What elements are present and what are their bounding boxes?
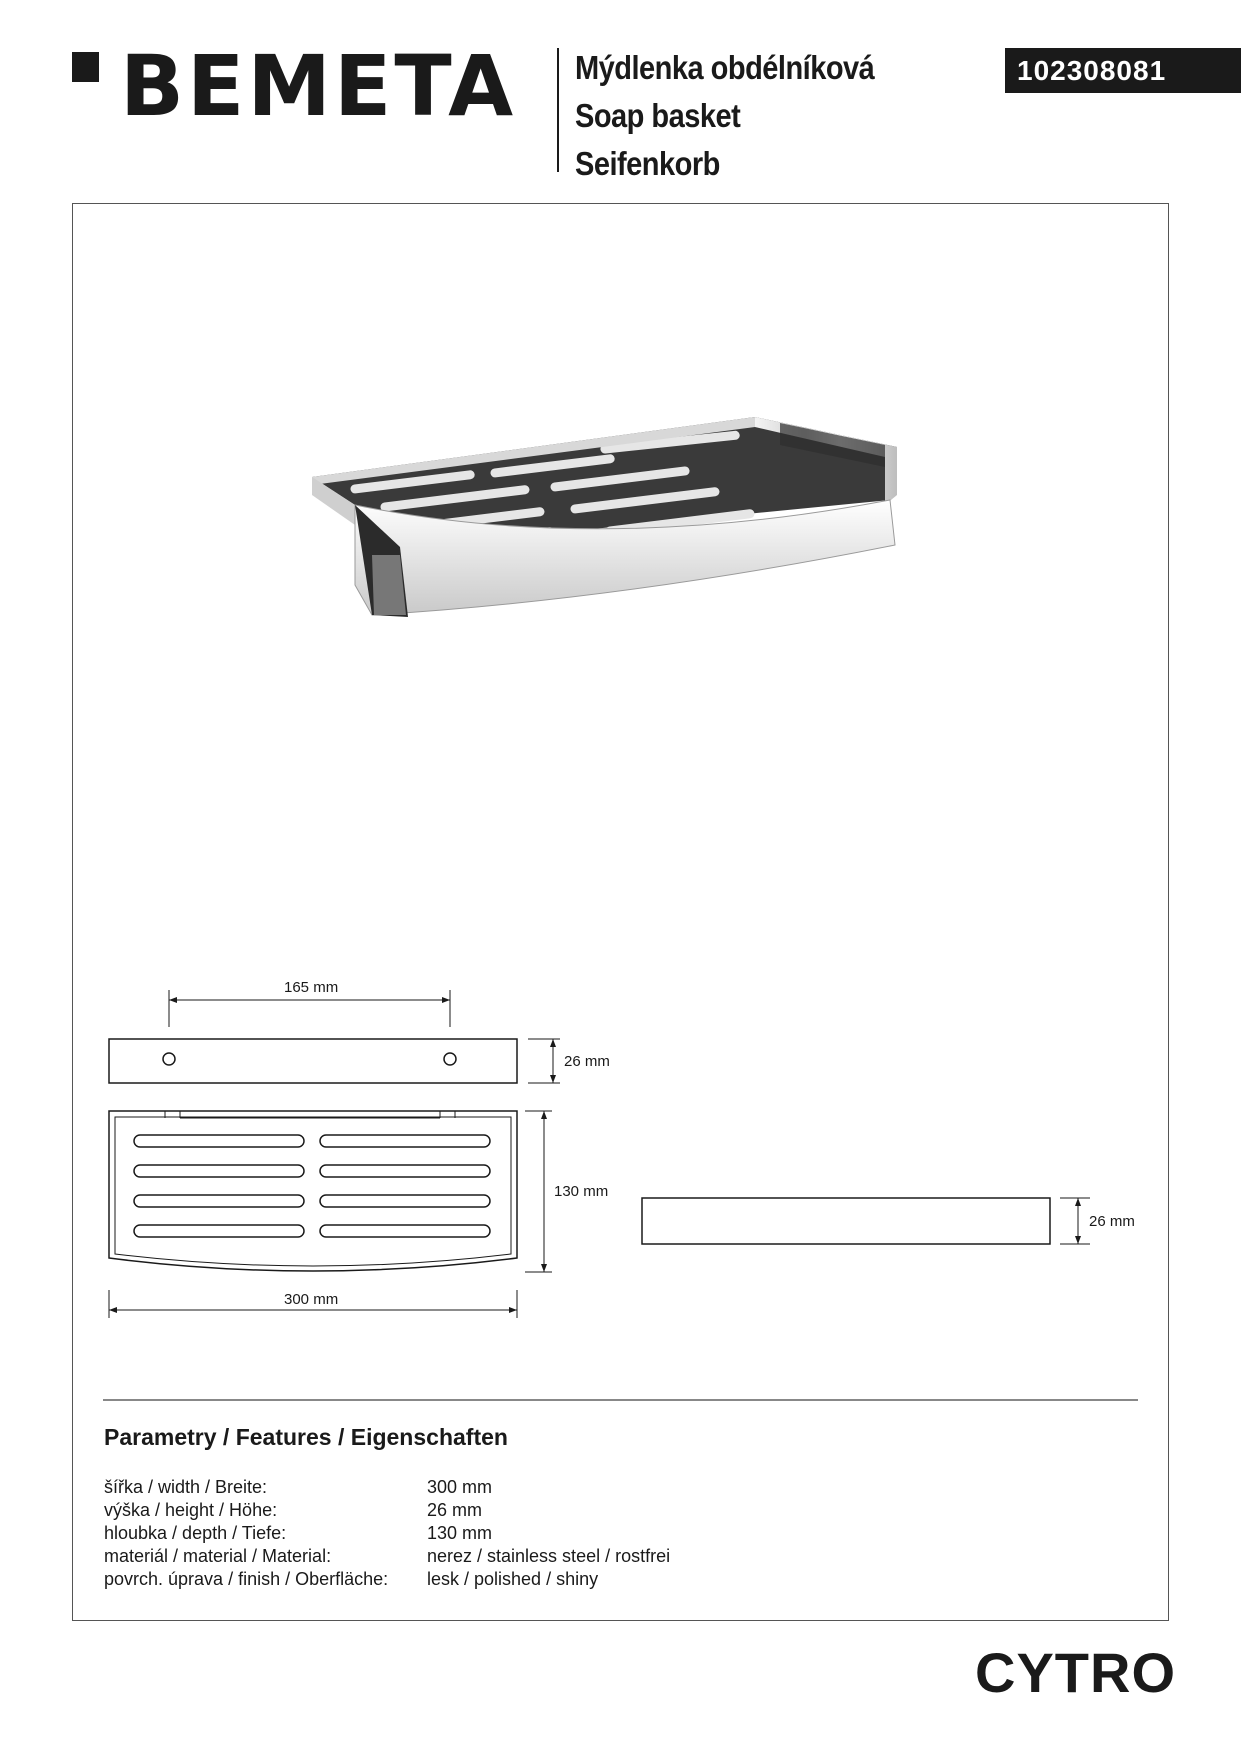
- mount-hole-left: [163, 1053, 175, 1065]
- spec-row: [104, 1522, 670, 1545]
- spec-label: materiál / material / Material:: [104, 1546, 332, 1566]
- mount-hole-right: [444, 1053, 456, 1065]
- title-cz: Mýdlenka obdélníková: [575, 49, 875, 86]
- spec-value: nerez / stainless steel / rostfrei: [427, 1546, 671, 1566]
- spec-row: [104, 1499, 670, 1522]
- dim-width: 300 mm: [284, 1291, 339, 1308]
- spec-label: hloubka / depth / Tiefe:: [104, 1523, 287, 1543]
- spec-label: šířka / width / Breite:: [104, 1477, 268, 1497]
- spec-value: 26 mm: [427, 1500, 483, 1520]
- logo-wordmark: BEMETA: [120, 37, 517, 135]
- spec-row: [104, 1568, 670, 1591]
- dim-back-height: 26 mm: [564, 1053, 610, 1070]
- product-code: 102308081: [1005, 48, 1241, 93]
- spec-label: výška / height / Höhe:: [104, 1500, 278, 1520]
- title-en: Soap basket: [575, 97, 741, 134]
- dim-side-height: 26 mm: [1089, 1213, 1135, 1230]
- features-heading: Parametry / Features / Eigenschaften: [104, 1424, 508, 1450]
- spec-row: [104, 1476, 670, 1499]
- features-table: [104, 1476, 670, 1591]
- series-name: CYTRO: [975, 1641, 1176, 1704]
- spec-value: 300 mm: [427, 1477, 493, 1497]
- spec-row: [104, 1545, 670, 1568]
- side-view-outline: [642, 1198, 1050, 1244]
- spec-value: lesk / polished / shiny: [427, 1569, 599, 1589]
- dim-hole-spacing: 165 mm: [284, 979, 339, 996]
- dim-depth: 130 mm: [554, 1183, 609, 1200]
- spec-value: 130 mm: [427, 1523, 493, 1543]
- title-de: Seifenkorb: [575, 145, 720, 182]
- spec-label: povrch. úprava / finish / Oberfläche:: [104, 1569, 389, 1589]
- section-divider: [103, 1399, 1138, 1401]
